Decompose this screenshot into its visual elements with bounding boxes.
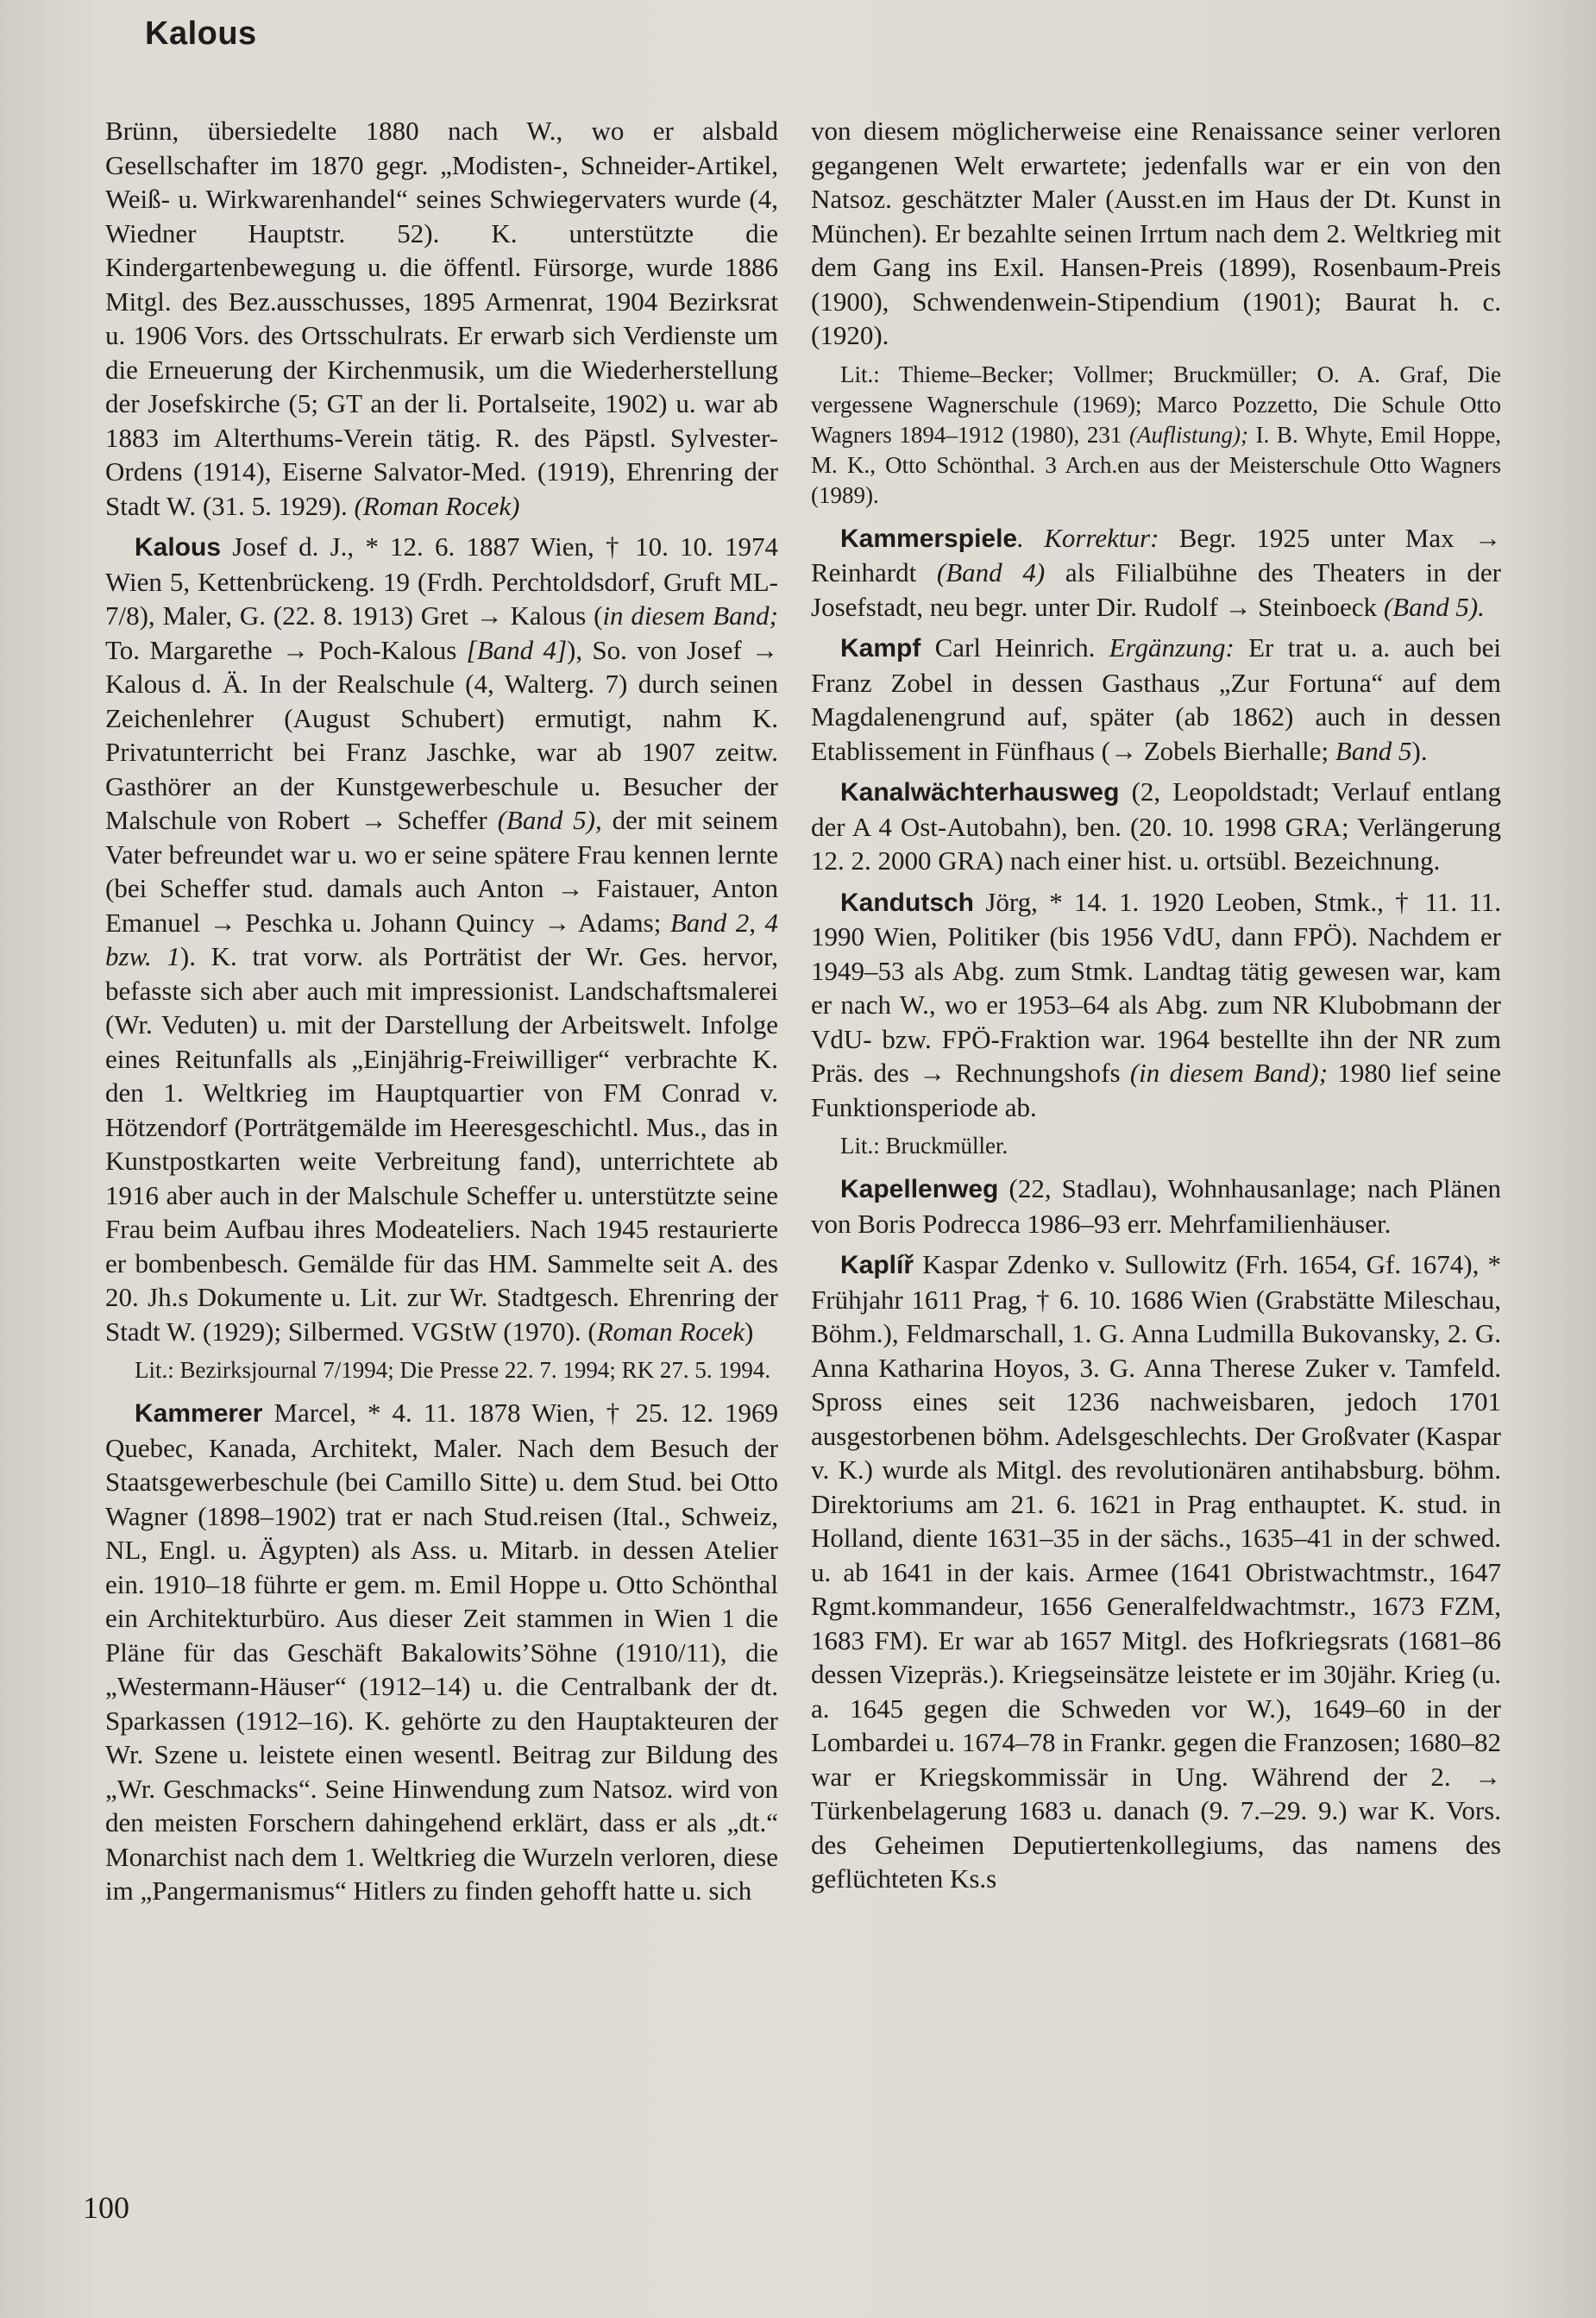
running-head: Kalous <box>145 16 257 52</box>
entry-text: 1980 lief seine Funktionsperiode ab. <box>811 1058 1501 1122</box>
headword: Kampf <box>840 634 921 663</box>
entry-text: (2, Leopoldstadt; Verlauf entlang der A 4 Ost-Autobahn), ben. (20. 10. 1998 GRA; Verlängerung 12. 2. 2000 GRA) nach einer hist. u. ortsübl. Bezeichnung. <box>811 776 1501 876</box>
cross-ref: (Band 4) <box>936 557 1046 587</box>
cross-ref: (Band 5), <box>497 805 602 835</box>
entry-text: Jörg, * 14. 1. 1920 Leoben, Stmk., † 11. 11. 1990 Wien, Politiker (bis 1956 VdU, dann FPÖ). Nachdem er 1949–53 als Abg. zum Stmk. Landtag tätig gewesen war, kam er nach W., wo er 1953–64 als Abg. zum NR Klubobmann der VdU- bzw. FPÖ-Fraktion war. 1964 bestellte ihn der NR zum Präs. des → Rechnungshofs <box>811 886 1501 1088</box>
headword: Kaplíř <box>840 1251 914 1279</box>
entry-text: Brünn, übersiedelte 1880 nach W., wo er alsbald Gesellschafter im 1870 gegr. „Modisten-, Schneider-Artikel, Weiß- u. Wirkwarenhandel“ seines Schwiegervaters wurde (4, Wiedner Hauptstr. 52). K. unterstützte die Kindergartenbewegung u. die öffentl. Fürsorge, wurde 1886 Mitgl. des Bez.ausschusses, 1895 Armenrat, 1904 Bezirksrat u. 1906 Vors. des Ortsschulrats. Er erwarb sich Verdienste um die Erneuerung der Kirchenmusik, um die Wiederherstellung der Josefskirche (5; GT an der li. Portalseite, 1902) u. war ab 1883 im Alterthums-Verein tätig. R. des Päpstl. Sylvester-Ordens (1914), Eiserne Salvator-Med. (1919), Ehrenring der Stadt W. (31. 5. 1929). <box>105 116 778 521</box>
cross-ref: in diesem Band; <box>602 600 778 631</box>
entry-label: . Korrektur: <box>1017 522 1159 553</box>
entry-text: Carl Heinrich. <box>921 632 1109 663</box>
entry-text: Josef d. J., * 12. 6. 1887 Wien, † 10. 10. 1974 Wien 5, Kettenbrückeng. 19 (Frdh. Perchtoldsdorf, Gruft ML-7/8), Maler, G. (22. 8. 1913) Gret → Kalous ( <box>105 531 778 631</box>
cross-ref: Band 5 <box>1335 735 1412 766</box>
headword: Kalous <box>135 533 222 562</box>
page-number: 100 <box>83 2190 129 2225</box>
cross-ref: (in diesem Band); <box>1129 1058 1329 1088</box>
entry-label: Ergänzung: <box>1109 632 1235 663</box>
entry-kampf <box>811 631 1501 768</box>
entry-text: der mit seinem Vater befreundet war u. wo er seine spätere Frau kennen lernte (bei Scheffer stud. damals auch Anton → Faistauer, Anton Emanuel → Peschka u. Johann Quincy → Adams; <box>105 805 778 938</box>
cross-ref: Band 2, 4 bzw. 1 <box>105 907 778 971</box>
entry-text: Er trat u. a. auch bei Franz Zobel in dessen Gasthaus „Zur Fortuna“ auf dem Magdalenengrund auf, später (ab 1862) auch in dessen Etablissement in Fünfhaus (→ Zobels Bierhalle; <box>811 632 1501 766</box>
entry-kalous <box>105 530 778 1348</box>
headword: Kapellenweg <box>840 1175 999 1203</box>
entry-text: ). <box>1411 735 1428 766</box>
entry-text: (22, Stadlau), Wohnhausanlage; nach Plänen von Boris Podrecca 1986–93 err. Mehrfamilienhäuser. <box>811 1173 1501 1239</box>
entry-kandutsch <box>811 885 1501 1125</box>
entry-text: Kaspar Zdenko v. Sullowitz (Frh. 1654, Gf. 1674), * Frühjahr 1611 Prag, † 6. 10. 1686 Wien (Grabstätte Mileschau, Böhm.), Feldmarschall, 1. G. Anna Ludmilla Bukovansky, 2. G. Anna Katharina Hoyos, 3. G. Anna Therese Zuker v. Tamfeld. Spross eines seit 1236 nachweisbaren, jedoch 1701 ausgestorbenen böhm. Adelsgeschlechts. Der Großvater (Kaspar v. K.) wurde als Mitgl. des revolutionären antihabsburg. böhm. Direktoriums am 21. 6. 1621 in Prag enthauptet. K. stud. in Holland, diente 1631–35 in der sächs., 1635–41 in der schwed. u. ab 1641 in der kais. Armee (1641 Obristwachtmstr., 1647 Rgmt.kommandeur, 1656 Generalfeldwachtmstr., 1673 FZM, 1683 FM). Er war ab 1657 Mitgl. des Hofkriegsrats (1681–86 dessen Vizepräs.). Kriegseinsätze leistete er im 30jähr. Krieg (u. a. 1645 gegen die Schweden vor W.), 1649–60 in der Lombardei u. 1674–78 in Frankr. gegen die Franzosen; 1680–82 war er Kriegskommissär in Ung. Während der 2. → Türkenbelagerung 1683 u. danach (9. 7.–29. 9.) war K. Vors. des Geheimen Deputiertenkollegiums, das namens des geflüchteten Ks.s <box>811 1249 1501 1894</box>
entry-kaplir <box>811 1247 1501 1896</box>
entry-author: (Roman Rocek) <box>354 490 520 521</box>
lit-text: I. B. Whyte, Emil Hoppe, M. K., Otto Schönthal. 3 Arch.en aus der Meisterschule Otto Wagners (1989). <box>811 421 1501 508</box>
entry-text: als Filialbühne des Theaters in der Josefstadt, neu begr. unter Dir. Rudolf → Steinboeck <box>811 557 1501 622</box>
cross-ref: [Band 4] <box>466 634 568 665</box>
entry-text: ). K. trat vorw. als Porträtist der Wr. Ges. hervor, befasste sich aber auch mit impressionist. Landschaftsmalerei (Wr. Veduten) u. mit der Darstellung der Arbeitswelt. Infolge eines Reitunfalls als „Einjährig-Freiwilliger“ verbrachte K. den 1. Weltkrieg im Hauptquartier von FM Conrad v. Hötzendorf (Porträtgemälde im Heeresgeschichtl. Mus., das in Kunstpostkarten weite Verbreitung fand), unterrichtete ab 1916 aber auch in der Malschule Scheffer u. unterstützte seine Frau beim Aufbau ihres Modeateliers. Nach 1945 restaurierte er bombenbesch. Gemälde für das HM. Sammelte seit A. des 20. Jh.s Dokumente u. Lit. zur Wr. Stadtgesch. Ehrenring der Stadt W. (1929); Silbermed. VGStW (1970). ( <box>105 941 778 1347</box>
headword: Kammerspiele <box>840 524 1018 553</box>
entry-kanalwaechterhausweg <box>811 775 1501 878</box>
left-column <box>105 114 778 1915</box>
lit-text: Lit.: Thieme–Becker; Vollmer; Bruckmüller; O. A. Graf, Die vergessene Wagnerschule (1969); Marco Pozzetto, Die Schule Otto Wagners 1894–1912 (1980), 231 <box>811 361 1501 448</box>
entry-kammerspiele <box>811 521 1501 625</box>
headword: Kammerer <box>135 1399 263 1428</box>
entry-text: ), So. von Josef → Kalous d. Ä. In der Realschule (4, Walterg. 7) durch seinen Zeichenlehrer (August Schubert) ermutigt, nahm K. Privatunterricht bei Franz Jaschke, war ab 1907 zeitw. Gasthörer an der Kunstgewerbeschule u. Besucher der Malschule von Robert → Scheffer <box>105 634 778 835</box>
entry-author: Roman Rocek <box>596 1316 745 1347</box>
entry-continuation <box>105 114 778 523</box>
entry-continuation: von diesem möglicherweise eine Renaissance seiner verloren gegangenen Welt erwartete; jedenfalls war er ein von den Natsoz. geschätzter Maler (Ausst.en im Haus der Dt. Kunst in München). Er bezahlte seinen Irrtum nach dem 2. Weltkrieg mit dem Gang ins Exil. Hansen-Preis (1899), Rosenbaum-Preis (1900), Schwendenwein-Stipendium (1901); Baurat h. c. (1920). <box>811 116 1501 350</box>
entry-text: Marcel, * 4. 11. 1878 Wien, † 25. 12. 1969 Quebec, Kanada, Architekt, Maler. Nach dem Besuch der Staatsgewerbeschule (bei Camillo Sitte) u. dem Stud. bei Otto Wagner (1898–1902) trat er nach Stud.reisen (Ital., Schweiz, NL, Engl. u. Ägypten) als Ass. u. Mitarb. in dessen Atelier ein. 1910–18 führte er gem. m. Emil Hoppe u. Otto Schönthal ein Architekturbüro. Aus dieser Zeit stammen in Wien 1 die Pläne für das Geschäft Bakalowits’Söhne (1910/11), die „Westermann-Häuser“ (1912–14) u. die Centralbank der dt. Sparkassen (1912–16). K. gehörte zu den Hauptakteuren der Wr. Szene u. leistete einen wesentl. Beitrag zur Bildung des „Wr. Geschmacks“. Seine Hinwendung zum Natsoz. wird von den meisten Forschern dahingehend erklärt, dass er als „dt.“ Monarchist nach dem 1. Weltkrieg die Wurzeln verloren, diese im „Pangermanismus“ Hitlers zu finden gehofft hatte u. sich <box>105 1398 779 1906</box>
entry-kammerer <box>105 1396 778 1908</box>
headword: Kanalwächterhausweg <box>840 778 1120 807</box>
headword: Kandutsch <box>840 888 975 917</box>
entry-text: ) <box>745 1316 754 1347</box>
entry-text: To. Margarethe → Poch-Kalous <box>105 634 467 665</box>
literature-note: Lit.: Bruckmüller. <box>840 1133 1008 1159</box>
literature-note <box>811 360 1501 511</box>
literature-note: Lit.: Bezirksjournal 7/1994; Die Presse 22. 7. 1994; RK 27. 5. 1994. <box>135 1357 771 1383</box>
lit-em: (Auflistung); <box>1128 421 1248 448</box>
cross-ref: (Band 5). <box>1383 591 1485 622</box>
entry-kapellenweg <box>811 1172 1501 1241</box>
right-column <box>811 114 1501 1903</box>
entry-text: Begr. 1925 unter Max → Reinhardt <box>811 522 1501 587</box>
